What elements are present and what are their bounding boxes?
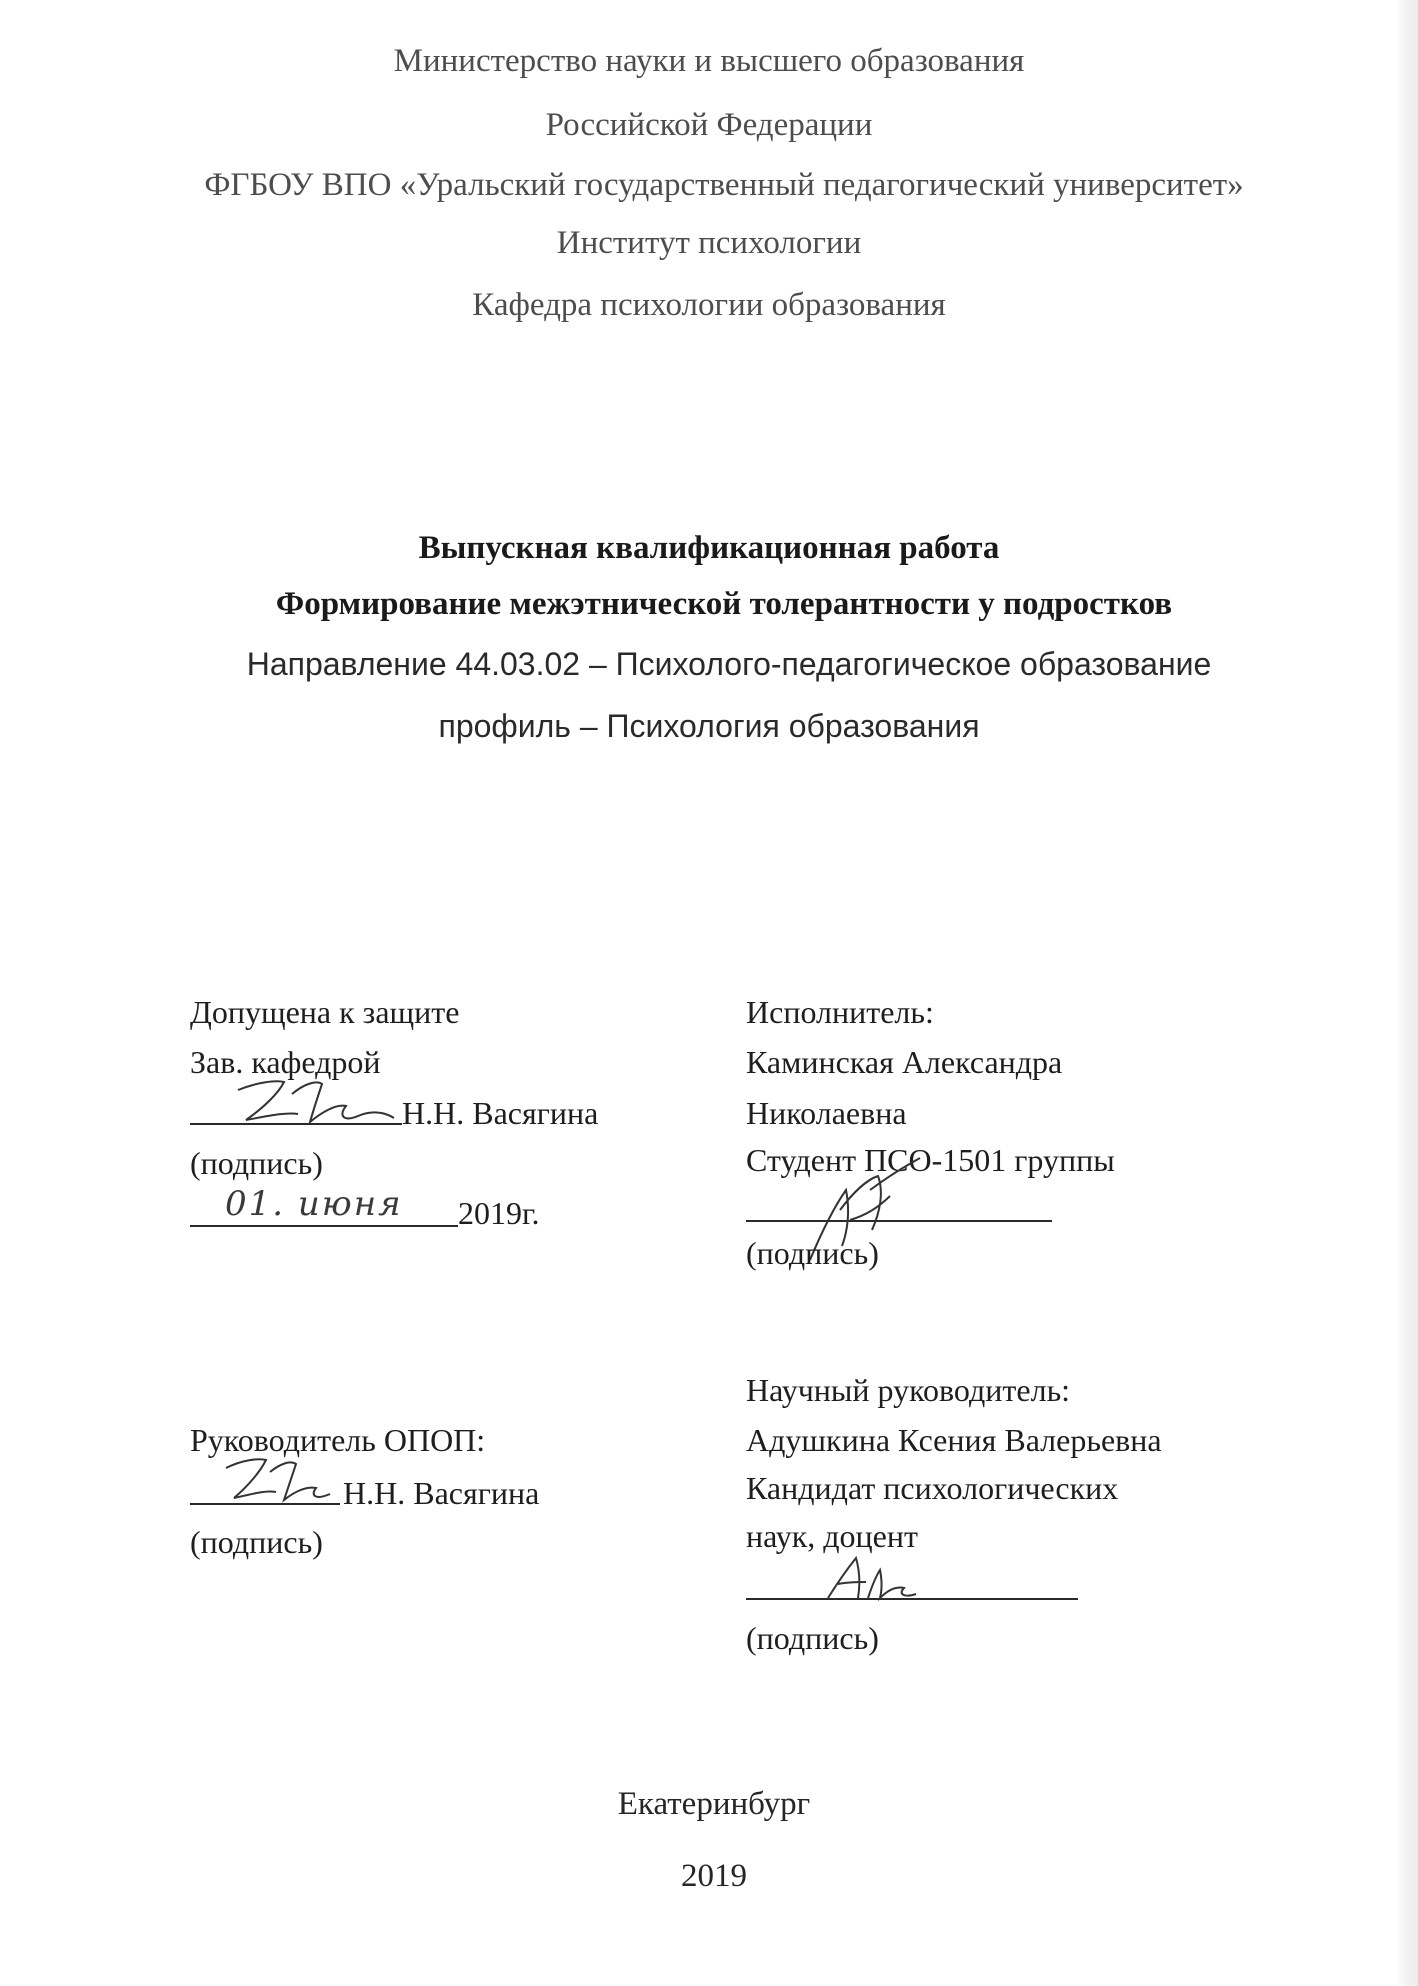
executor-name-line2: Николаевна — [746, 1095, 907, 1131]
institute-line: Институт психологии — [556, 225, 862, 261]
program-head-label: Руководитель ОПОП: — [190, 1422, 486, 1458]
year: 2019 — [681, 1858, 747, 1894]
handwritten-date: 01. июня — [225, 1184, 403, 1224]
admitted-label: Допущена к защите — [190, 994, 460, 1030]
department-line: Кафедра психологии образования — [472, 287, 946, 323]
city: Екатеринбург — [617, 1786, 811, 1822]
supervisor-signature-caption: (подпись) — [746, 1620, 879, 1656]
executor-signature-caption: (подпись) — [746, 1235, 879, 1271]
direction-line: Направление 44.03.02 – Психолого-педагогическое образование — [246, 646, 1212, 682]
program-head-signature — [212, 1452, 352, 1512]
ministry-line: Министерство науки и высшего образования — [393, 43, 1025, 79]
topic-title: Формирование межэтнической толерантности у подростков — [275, 586, 1173, 622]
head-signature-caption: (подпись) — [190, 1145, 323, 1181]
federation-line: Российской Федерации — [545, 107, 873, 143]
supervisor-degree-line1: Кандидат психологических — [746, 1470, 1119, 1506]
profile-line: профиль – Психология образования — [438, 708, 980, 744]
university-line: ФГБОУ ВПО «Уральский государственный педагогический университет» — [204, 167, 1244, 203]
executor-label: Исполнитель: — [746, 994, 934, 1030]
supervisor-label: Научный руководитель: — [746, 1372, 1071, 1408]
executor-name-line1: Каминская Александра — [746, 1044, 1063, 1080]
supervisor-name: Адушкина Ксения Валерьевна — [746, 1422, 1162, 1458]
supervisor-signature — [820, 1552, 930, 1608]
head-signature — [218, 1072, 408, 1134]
head-label: Зав. кафедрой — [190, 1044, 381, 1080]
executor-group: Студент ПСО-1501 группы — [746, 1142, 1115, 1178]
head-name: Н.Н. Васягина — [402, 1095, 599, 1131]
supervisor-degree-line2: наук, доцент — [746, 1518, 918, 1554]
year-suffix: 2019г. — [458, 1195, 540, 1231]
program-head-name: Н.Н. Васягина — [343, 1475, 540, 1511]
date-line — [190, 1225, 458, 1227]
work-type-title: Выпускная квалификационная работа — [418, 530, 1000, 566]
program-head-signature-caption: (подпись) — [190, 1524, 323, 1560]
